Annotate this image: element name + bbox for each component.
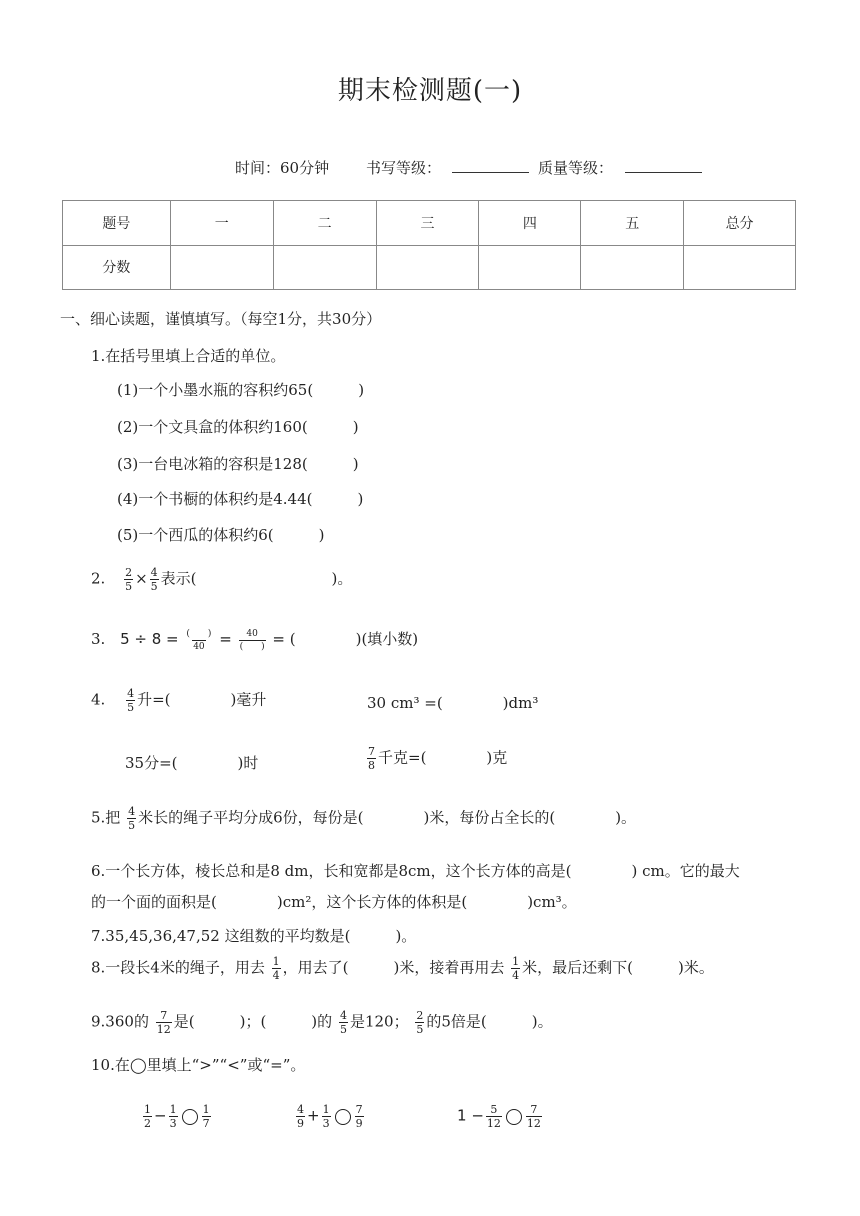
minus-sign: − <box>154 1106 167 1125</box>
fraction: $\frac{5}{12}$ <box>486 1103 501 1130</box>
times-sign: × <box>135 569 148 588</box>
score-table-score-row <box>63 245 796 290</box>
q1-stem: 1.在括号里填上合适的单位。 <box>91 347 286 365</box>
q5-text: 米长的绳子平均分成6份，每份是( )米，每份占全长的( )。 <box>138 808 637 827</box>
score-table-header-row <box>63 201 796 246</box>
q1-item: (5)一个西瓜的体积约6( ) <box>117 526 325 544</box>
quality-grade-blank <box>625 156 702 173</box>
score-cell <box>376 245 479 290</box>
fraction: $\frac{2}{5}$ <box>416 1009 424 1036</box>
comparison-circle[interactable] <box>506 1109 522 1125</box>
header-cell: 一 <box>170 201 273 246</box>
header-cell: 五 <box>581 201 684 246</box>
question-4a <box>91 688 266 713</box>
fraction: $\frac{7}{12}$ <box>526 1103 541 1130</box>
fraction: $\frac{4}{5}$ <box>150 566 158 593</box>
q5-prefix: 5.把 <box>91 808 121 827</box>
q3-tail: ( )(填小数) <box>289 630 419 648</box>
q1-item: (2)一个文具盒的体积约160( ) <box>117 418 359 436</box>
q8-text-a: 8.一段长4米的绳子，用去 <box>91 958 265 977</box>
plus-sign: + <box>307 1106 320 1125</box>
fraction: $\frac{40}{( )}$ <box>239 628 265 652</box>
header-cell: 题号 <box>63 201 171 246</box>
q10-expression-1 <box>141 1104 213 1129</box>
q3-number: 3. <box>91 630 106 648</box>
score-cell <box>273 245 376 290</box>
q10-expression-3 <box>457 1104 544 1129</box>
q4-part-a: 升=( )毫升 <box>137 690 267 709</box>
page-title: 期末检测题(一) <box>337 76 523 106</box>
fraction: $\frac{1}{7}$ <box>202 1103 210 1130</box>
fraction: $\frac{4}{5}$ <box>339 1009 347 1036</box>
q9-text-d: 的5倍是( )。 <box>426 1012 553 1031</box>
score-row-label: 分数 <box>63 245 171 290</box>
fraction: $\frac{7}{12}$ <box>156 1009 171 1036</box>
equals-sign: = <box>272 630 285 648</box>
score-cell <box>581 245 684 290</box>
q2-number: 2. <box>91 569 106 588</box>
exam-time: 时间：60分钟 <box>235 159 330 177</box>
fraction: $\frac{4}{5}$ <box>128 805 136 832</box>
minus-sign: − <box>471 1106 484 1125</box>
q8-text-b: ，用去了( )米，接着再用去 <box>282 958 505 977</box>
comparison-circle[interactable] <box>182 1109 198 1125</box>
section-1-heading: 一、细心读题，谨慎填写。（每空1分，共30分） <box>60 310 382 328</box>
q2-text: 表示( )。 <box>160 569 353 588</box>
question-4d <box>365 746 507 771</box>
q1-item: (3)一台电冰箱的容积是128( ) <box>117 455 359 473</box>
writing-grade-blank <box>452 156 529 173</box>
q10-expression-2 <box>294 1104 366 1129</box>
q9-text-a: 9.360的 <box>91 1012 149 1031</box>
q4-number: 4. <box>91 690 106 709</box>
q4-part-d: 千克=( )克 <box>378 748 508 767</box>
q4-part-c: 35分=( )时 <box>125 754 259 772</box>
header-cell: 三 <box>376 201 479 246</box>
score-table <box>62 200 796 290</box>
q6-line-2: 的一个面的面积是( )cm²，这个长方体的体积是( )cm³。 <box>91 893 577 911</box>
header-cell: 总分 <box>684 201 796 246</box>
fraction: $\frac{7}{8}$ <box>368 745 375 772</box>
fraction: $\frac{1}{3}$ <box>322 1103 330 1130</box>
fraction: $\frac{4}{5}$ <box>127 687 135 714</box>
header-cell: 二 <box>273 201 376 246</box>
fraction: $\frac{1}{4}$ <box>272 955 280 982</box>
q9-text-b: 是( )；( )的 <box>173 1012 333 1031</box>
fraction: $\frac{( )}{40}$ <box>186 628 212 652</box>
question-8 <box>91 956 714 981</box>
fraction: $\frac{4}{9}$ <box>297 1103 304 1130</box>
fraction: $\frac{2}{5}$ <box>125 566 133 593</box>
fraction: $\frac{1}{3}$ <box>169 1103 177 1130</box>
score-cell <box>684 245 796 290</box>
q1-item: (4)一个书橱的体积约是4.44( ) <box>117 490 364 508</box>
fraction: $\frac{1}{2}$ <box>144 1103 151 1130</box>
fraction: $\frac{7}{9}$ <box>355 1103 363 1130</box>
header-cell: 四 <box>479 201 581 246</box>
equals-sign: = <box>219 630 232 648</box>
writing-grade-label: 书写等级： <box>366 159 442 177</box>
question-7: 7.35,45,36,47,52 这组数的平均数是( )。 <box>91 927 417 945</box>
quality-grade-label: 质量等级： <box>538 159 614 177</box>
number-one: 1 <box>457 1106 467 1125</box>
question-5 <box>91 806 636 831</box>
fraction: $\frac{1}{4}$ <box>512 955 520 982</box>
q1-item: (1)一个小墨水瓶的容积约65( ) <box>117 381 365 399</box>
score-cell <box>479 245 581 290</box>
comparison-circle[interactable] <box>335 1109 351 1125</box>
q6-line-1: 6.一个长方体，棱长总和是8 dm，长和宽都是8cm，这个长方体的高是( ) cm。它的最大 <box>91 862 740 880</box>
q9-text-c: 是120； <box>349 1012 409 1031</box>
q3-expression: 5 ÷ 8 = <box>120 630 179 648</box>
q8-text-c: 米，最后还剩下( )米。 <box>522 958 714 977</box>
q4-part-b: 30 cm³ =( )dm³ <box>367 694 539 712</box>
question-2 <box>91 567 352 592</box>
q10-stem: 10.在◯里填上“>”“<”或“=”。 <box>91 1056 306 1074</box>
question-3 <box>91 628 418 652</box>
score-cell <box>170 245 273 290</box>
question-9 <box>91 1010 553 1035</box>
